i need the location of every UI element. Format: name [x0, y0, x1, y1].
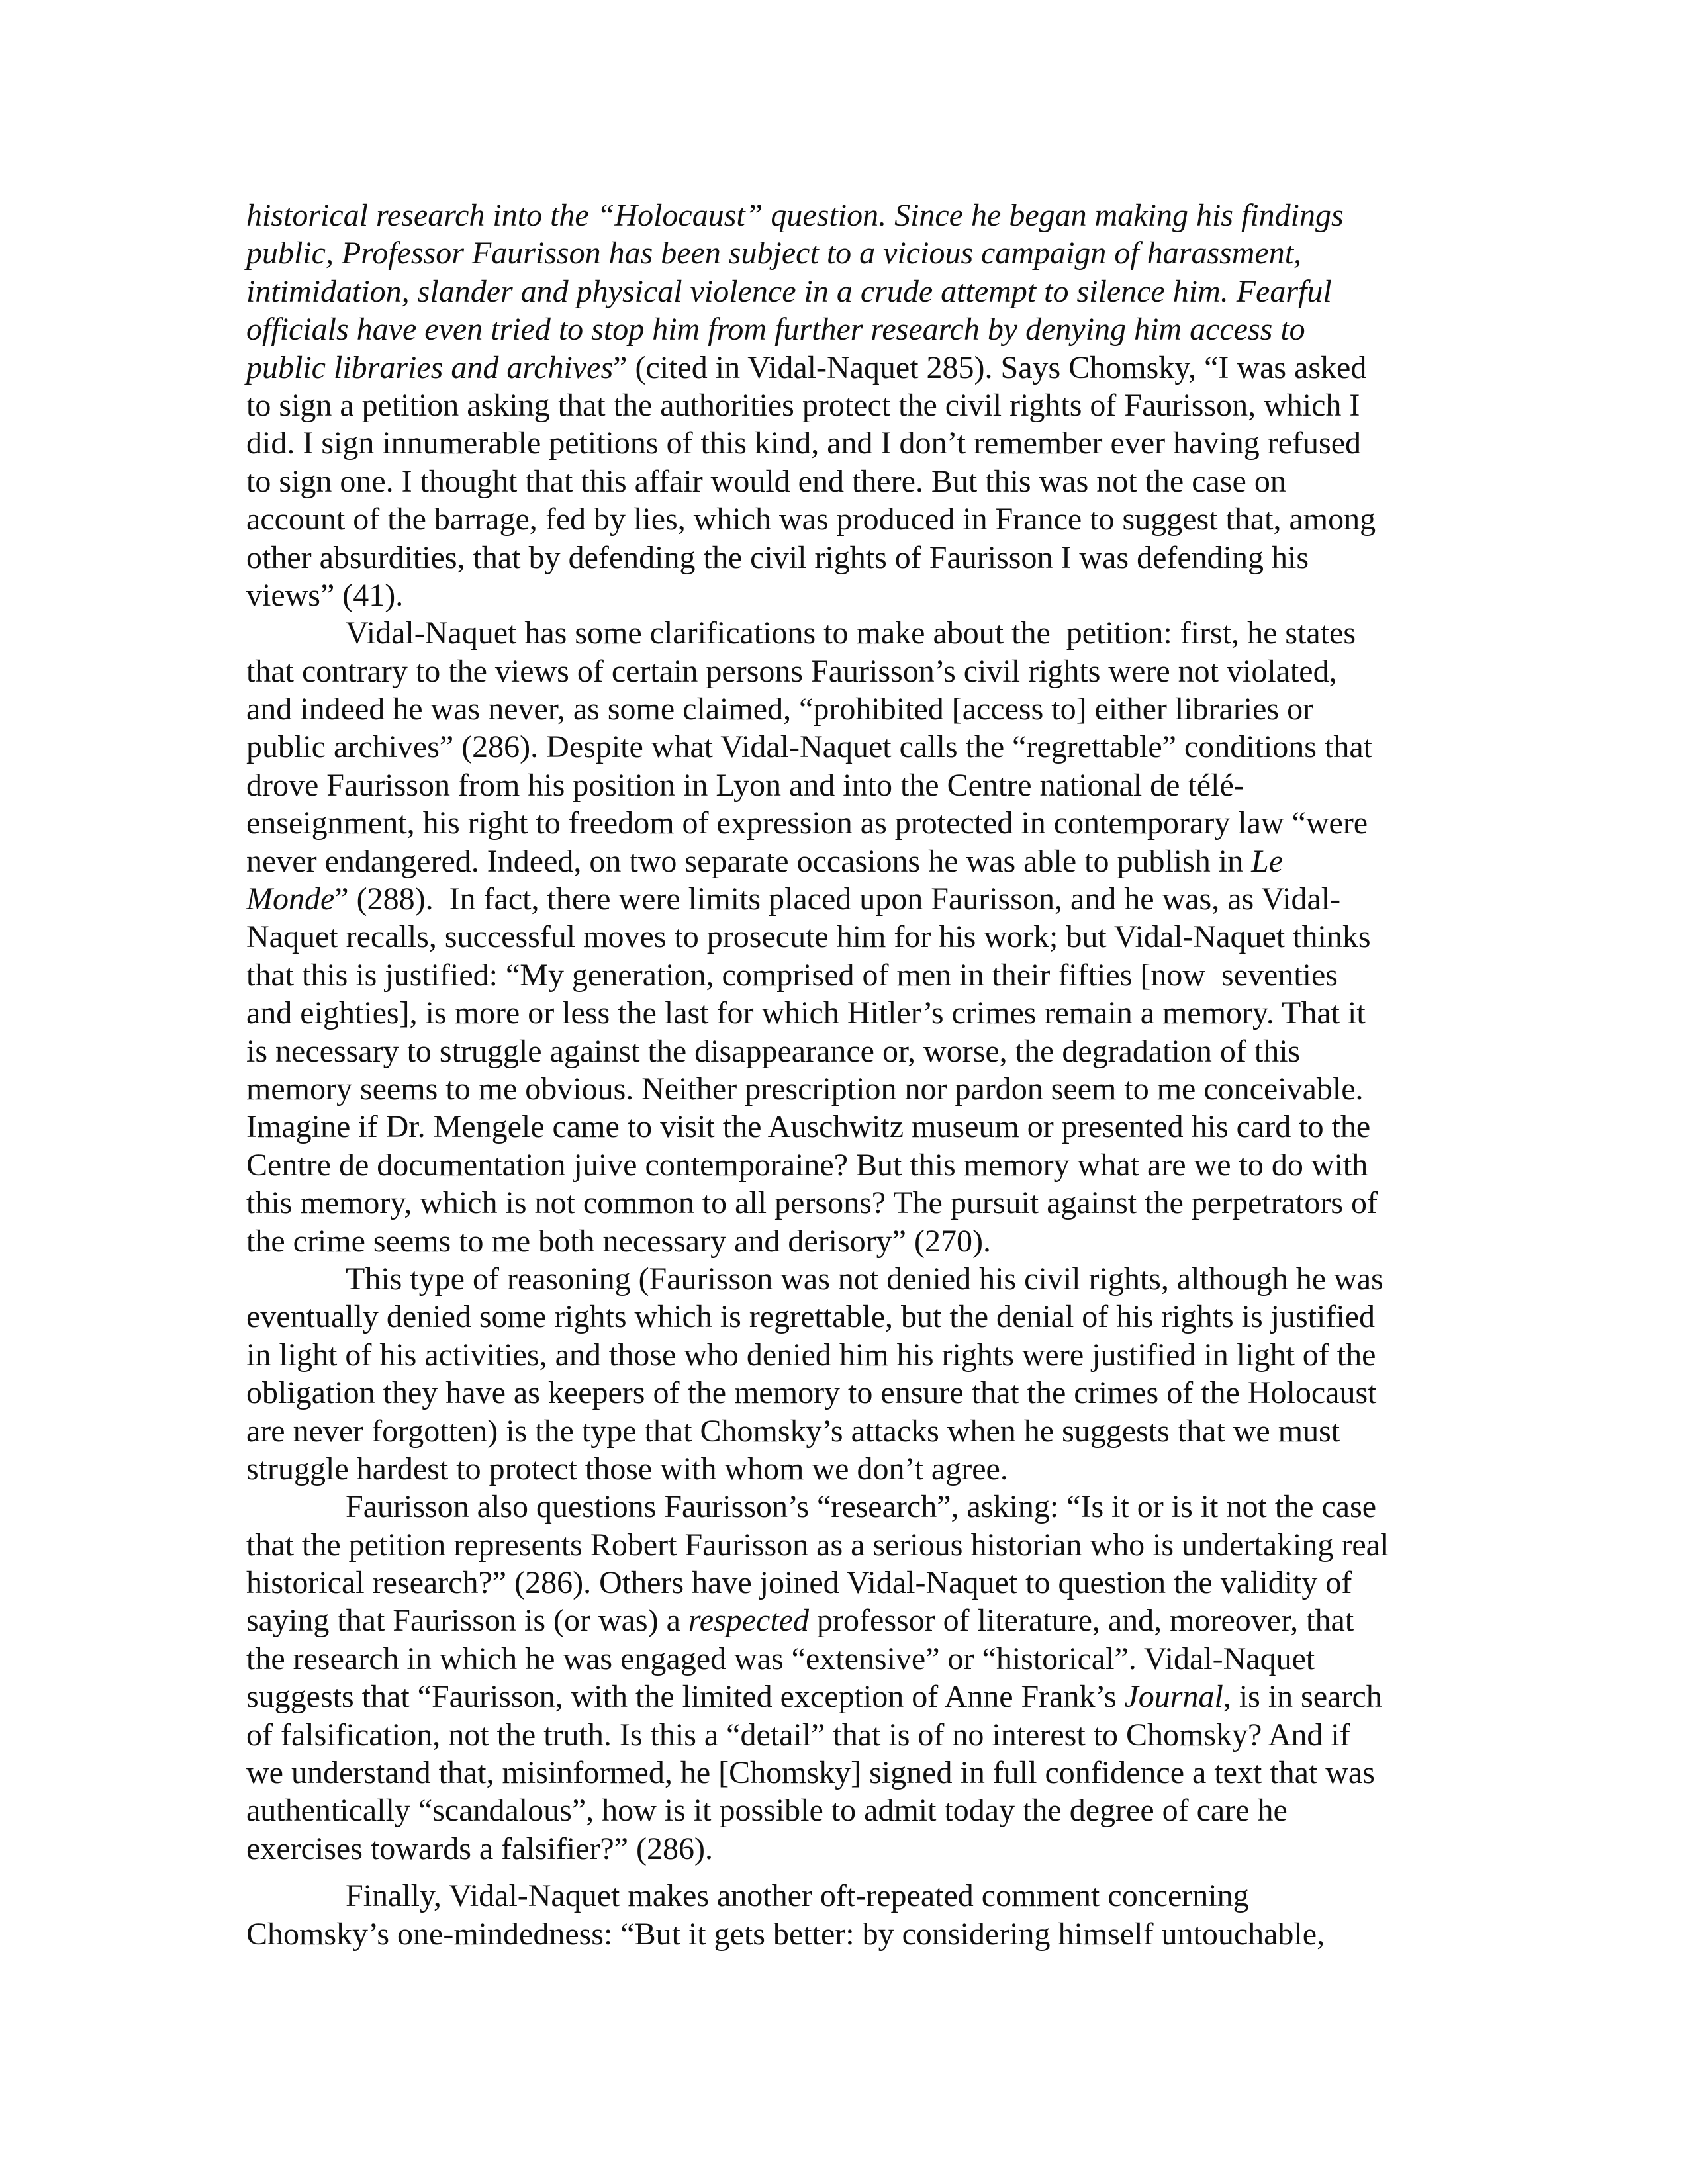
body-text: this memory, which is not common to all persons? The pursuit against the perpetrators of [246, 1185, 1378, 1221]
text-line [246, 1792, 1438, 1829]
body-text: to sign a petition asking that the authorities protect the civil rights of Faurisson, which I [246, 387, 1360, 423]
text-line [246, 1070, 1438, 1108]
italic-text: respected [688, 1603, 810, 1639]
text-line [246, 1032, 1438, 1070]
text-line [246, 728, 1438, 766]
text-line [246, 766, 1438, 804]
text-line [246, 1146, 1438, 1184]
body-text: never endangered. Indeed, on two separate occasions he was able to publish in [246, 843, 1252, 879]
text-line [246, 1374, 1438, 1412]
body-text: Naquet recalls, successful moves to prosecute him for his work; but Vidal-Naquet thinks [246, 919, 1371, 955]
text-line [246, 463, 1438, 500]
text-line [246, 1222, 1438, 1260]
text-line [246, 576, 1438, 614]
document-page [246, 197, 1438, 1953]
text-line [246, 1877, 1438, 1915]
body-text: to sign one. I thought that this affair would end there. But this was not the case on [246, 463, 1286, 499]
text-line [246, 653, 1438, 690]
text-line [246, 1526, 1438, 1564]
body-text: authentically “scandalous”, how is it possible to admit today the degree of care he [246, 1793, 1288, 1829]
text-line [246, 1260, 1438, 1298]
italic-text: public, Professor Faurisson has been subject to a vicious campaign of harassment, [246, 236, 1302, 271]
body-text: account of the barrage, fed by lies, which was produced in France to suggest that, among [246, 502, 1376, 537]
text-line [246, 1602, 1438, 1639]
italic-text: Monde [246, 882, 335, 917]
text-line [246, 614, 1438, 652]
body-text: , is in search [1223, 1679, 1382, 1715]
body-text: professor of literature, and, moreover, that [809, 1603, 1354, 1639]
italic-text: officials have even tried to stop him from further research by denying him access to [246, 312, 1305, 347]
text-line [246, 1716, 1438, 1754]
text-line [246, 842, 1438, 880]
text-line [246, 539, 1438, 576]
body-text: obligation they have as keepers of the memory to ensure that the crimes of the Holocaust [246, 1375, 1377, 1411]
text-line [246, 880, 1438, 918]
body-text: exercises towards a falsifier?” (286). [246, 1831, 713, 1866]
body-text: other absurdities, that by defending the civil rights of Faurisson I was defending his [246, 539, 1309, 575]
text-line [246, 1298, 1438, 1336]
text-line [246, 1915, 1438, 1953]
body-text: we understand that, misinformed, he [Chomsky] signed in full confidence a text that was [246, 1755, 1375, 1791]
text-line [246, 994, 1438, 1032]
body-text: saying that Faurisson is (or was) a [246, 1603, 688, 1639]
text-line [246, 1488, 1438, 1525]
body-text: of falsification, not the truth. Is this a “detail” that is of no interest to Chomsky? And if [246, 1717, 1350, 1752]
body-text: suggests that “Faurisson, with the limited exception of Anne Frank’s [246, 1679, 1125, 1715]
body-text: Chomsky’s one-mindedness: “But it gets better: by considering himself untouchable, [246, 1916, 1325, 1952]
body-text: Faurisson also questions Faurisson’s “research”, asking: “Is it or is it not the case [346, 1489, 1377, 1525]
body-text: did. I sign innumerable petitions of this kind, and I don’t remember ever having refused [246, 426, 1362, 461]
text-line [246, 804, 1438, 842]
text-line [246, 1184, 1438, 1222]
text-line [246, 1830, 1438, 1868]
body-text: and indeed he was never, as some claimed, “prohibited [access to] either libraries or [246, 692, 1314, 727]
text-line [246, 1640, 1438, 1678]
italic-text: Journal [1124, 1679, 1223, 1715]
body-text: historical research?” (286). Others have joined Vidal-Naquet to question the validity of [246, 1565, 1352, 1601]
body-text: Finally, Vidal-Naquet makes another oft-repeated comment concerning [346, 1878, 1249, 1914]
body-text: struggle hardest to protect those with whom we don’t agree. [246, 1451, 1008, 1486]
text-line [246, 273, 1438, 310]
text-line [246, 1754, 1438, 1792]
body-text: public archives” (286). Despite what Vidal-Naquet calls the “regrettable” conditions that [246, 729, 1372, 765]
body-text: that contrary to the views of certain persons Faurisson’s civil rights were not violated, [246, 653, 1337, 689]
body-text: This type of reasoning (Faurisson was not denied his civil rights, although he was [346, 1261, 1383, 1297]
body-text: views” (41). [246, 577, 404, 613]
text-line [246, 1412, 1438, 1450]
body-text: drove Faurisson from his position in Lyon and into the Centre national de télé- [246, 767, 1244, 803]
body-text: ” (288). In fact, there were limits placed upon Faurisson, and he was, as Vidal- [334, 882, 1341, 917]
italic-text: historical research into the “Holocaust” question. Since he began making his findings [246, 198, 1344, 233]
text-line [246, 1336, 1438, 1374]
text-line [246, 1450, 1438, 1488]
italic-text: intimidation, slander and physical violence in a crude attempt to silence him. Fearful [246, 273, 1332, 309]
body-text: ” (cited in Vidal-Naquet 285). Says Chomsky, “I was asked [613, 349, 1367, 385]
text-line [246, 690, 1438, 728]
text-line [246, 310, 1438, 348]
body-text: that the petition represents Robert Faurisson as a serious historian who is undertaking real [246, 1527, 1389, 1563]
body-text: Imagine if Dr. Mengele came to visit the Auschwitz museum or presented his card to the [246, 1109, 1371, 1145]
text-line [246, 956, 1438, 994]
italic-text: public libraries and archives [246, 349, 614, 385]
body-text: are never forgotten) is the type that Chomsky’s attacks when he suggests that we must [246, 1413, 1340, 1449]
body-text: that this is justified: “My generation, comprised of men in their fifties [now seventies [246, 957, 1338, 993]
text-line [246, 1108, 1438, 1146]
text-line [246, 349, 1438, 387]
body-text: in light of his activities, and those who denied him his rights were justified in light of the [246, 1337, 1376, 1373]
text-line [246, 1564, 1438, 1602]
body-text: memory seems to me obvious. Neither prescription nor pardon seem to me conceivable. [246, 1071, 1364, 1107]
text-line [246, 500, 1438, 538]
body-text: and eighties], is more or less the last for which Hitler’s crimes remain a memory. That it [246, 995, 1366, 1031]
italic-text: Le [1251, 843, 1284, 879]
body-text: eventually denied some rights which is regrettable, but the denial of his rights is justified [246, 1299, 1375, 1335]
body-text: the research in which he was engaged was “extensive” or “historical”. Vidal-Naquet [246, 1641, 1315, 1676]
body-text: enseignment, his right to freedom of expression as protected in contemporary law “were [246, 805, 1368, 841]
body-text: Vidal-Naquet has some clarifications to make about the petition: first, he states [346, 615, 1356, 651]
text-line [246, 234, 1438, 272]
body-text: the crime seems to me both necessary and derisory” (270). [246, 1223, 991, 1259]
text-line [246, 197, 1438, 234]
text-line [246, 387, 1438, 424]
body-text: is necessary to struggle against the disappearance or, worse, the degradation of this [246, 1033, 1301, 1069]
text-line [246, 918, 1438, 956]
text-line [246, 1678, 1438, 1715]
body-text: Centre de documentation juive contemporaine? But this memory what are we to do with [246, 1147, 1368, 1183]
text-line [246, 424, 1438, 462]
